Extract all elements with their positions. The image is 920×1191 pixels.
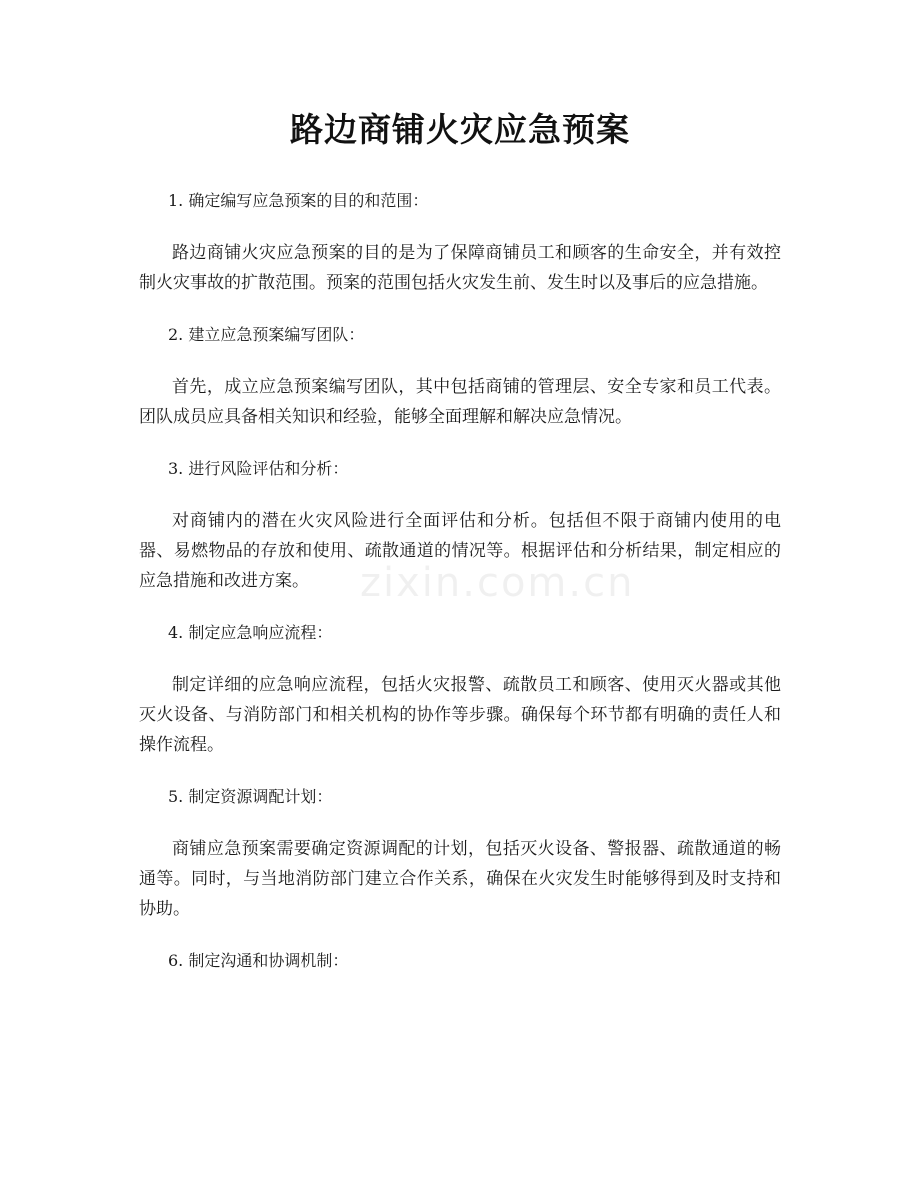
watermark: zixin.com.cn (360, 560, 635, 606)
section-paragraph-3: 对商铺内的潜在火灾风险进行全面评估和分析。包括但不限于商铺内使用的电器、易燃物品的存放和使用、疏散通道的情况等。根据评估和分析结果，制定相应的应急措施和改进方案。 (139, 511, 781, 591)
section-heading-5: 5. 制定资源调配计划： (168, 787, 333, 806)
section-paragraph-4: 制定详细的应急响应流程，包括火灾报警、疏散员工和顾客、使用灭火器或其他灭火设备、与消防部门和相关机构的协作等步骤。确保每个环节都有明确的责任人和操作流程。 (139, 675, 781, 755)
document-title: 路边商铺火灾应急预案 (290, 110, 630, 149)
section-heading-1: 1. 确定编写应急预案的目的和范围： (168, 191, 429, 210)
document-body (139, 186, 781, 998)
section-heading-2: 2. 建立应急预案编写团队： (168, 325, 365, 344)
section-paragraph-1: 路边商铺火灾应急预案的目的是为了保障商铺员工和顾客的生命安全，并有效控制火灾事故的扩散范围。预案的范围包括火灾发生前、发生时以及事后的应急措施。 (139, 243, 781, 293)
section-paragraph-2: 首先，成立应急预案编写团队，其中包括商铺的管理层、安全专家和员工代表。团队成员应具备相关知识和经验，能够全面理解和解决应急情况。 (139, 377, 781, 427)
section-heading-3: 3. 进行风险评估和分析： (168, 459, 349, 478)
section-paragraph-5: 商铺应急预案需要确定资源调配的计划，包括灭火设备、警报器、疏散通道的畅通等。同时，与当地消防部门建立合作关系，确保在火灾发生时能够得到及时支持和协助。 (139, 839, 781, 919)
section-heading-6: 6. 制定沟通和协调机制： (168, 951, 349, 970)
section-heading-4: 4. 制定应急响应流程： (168, 623, 333, 642)
